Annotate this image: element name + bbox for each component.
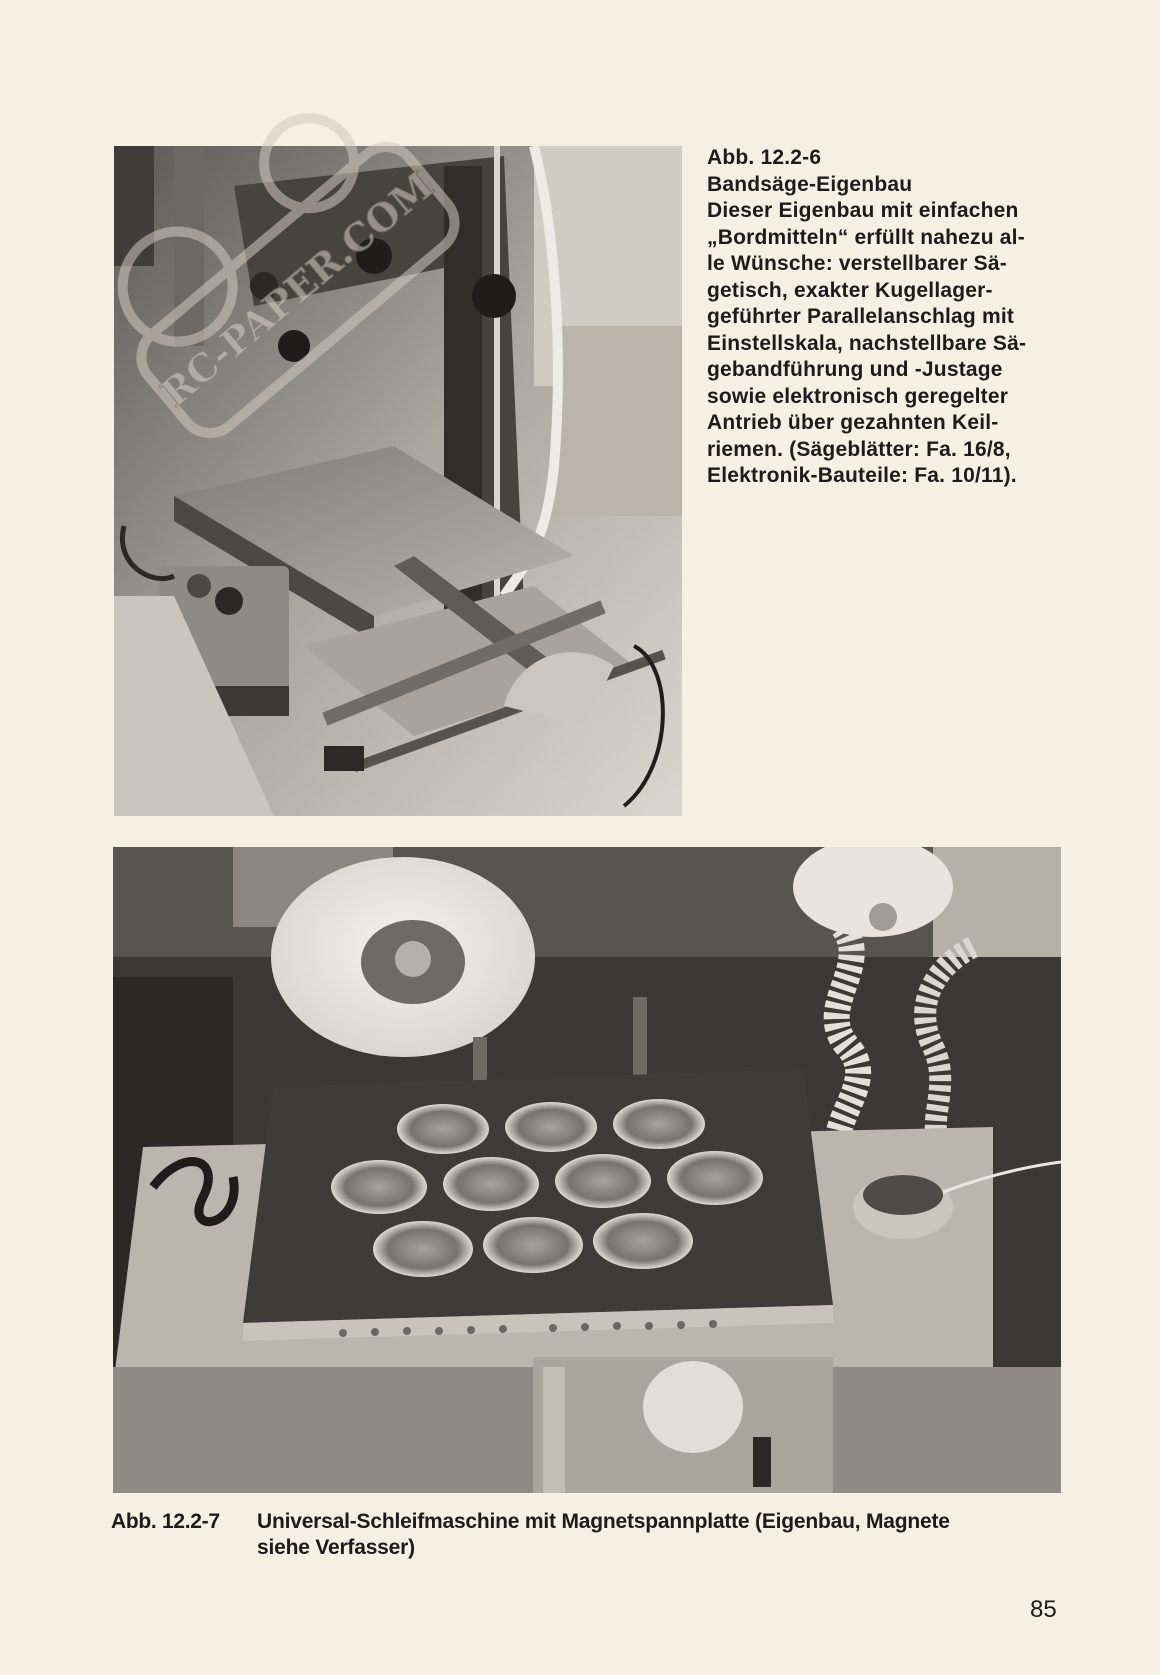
figure1-line: le Wünsche: verstellbarer Sä- [707, 252, 1007, 275]
figure1-line: Antrieb über gezahnten Keil- [707, 411, 999, 434]
figure1-line: geführter Parallelanschlag mit [707, 305, 1015, 328]
figure2-caption-line: Universal-Schleifmaschine mit Magnetspannplatte (Eigenbau, Magnete [257, 1510, 950, 1533]
figure1-line: gebandführung und -Justage [707, 358, 1003, 381]
figure2-number: Abb. 12.2-7 [111, 1510, 220, 1533]
page-number: 85 [1030, 1596, 1057, 1623]
figure1-line: „Bordmitteln“ erfüllt nahezu al- [707, 225, 1025, 249]
figure1-line: Elektronik-Bauteile: Fa. 10/11). [707, 464, 1017, 487]
grinder-photo [113, 847, 1061, 1493]
watermark-text: RC-PAPER.COM [152, 162, 442, 416]
figure1-line: Einstellskala, nachstellbare Sä- [707, 331, 1027, 355]
watermark-stamp [88, 90, 508, 490]
figure1-line: getisch, exakter Kugellager- [707, 278, 993, 302]
figure2-caption-line: siehe Verfasser) [257, 1536, 415, 1559]
grinder-image [113, 847, 1061, 1493]
figure1-title: Bandsäge-Eigenbau [707, 172, 913, 196]
figure1-line: riemen. (Sägeblätter: Fa. 16/8, [707, 437, 1011, 461]
figure1-line: sowie elektronisch geregelter [707, 384, 1009, 408]
figure1-line: Dieser Eigenbau mit einfachen [707, 199, 1019, 222]
figure1-number: Abb. 12.2-6 [707, 146, 822, 169]
figure1-caption [707, 145, 1067, 490]
